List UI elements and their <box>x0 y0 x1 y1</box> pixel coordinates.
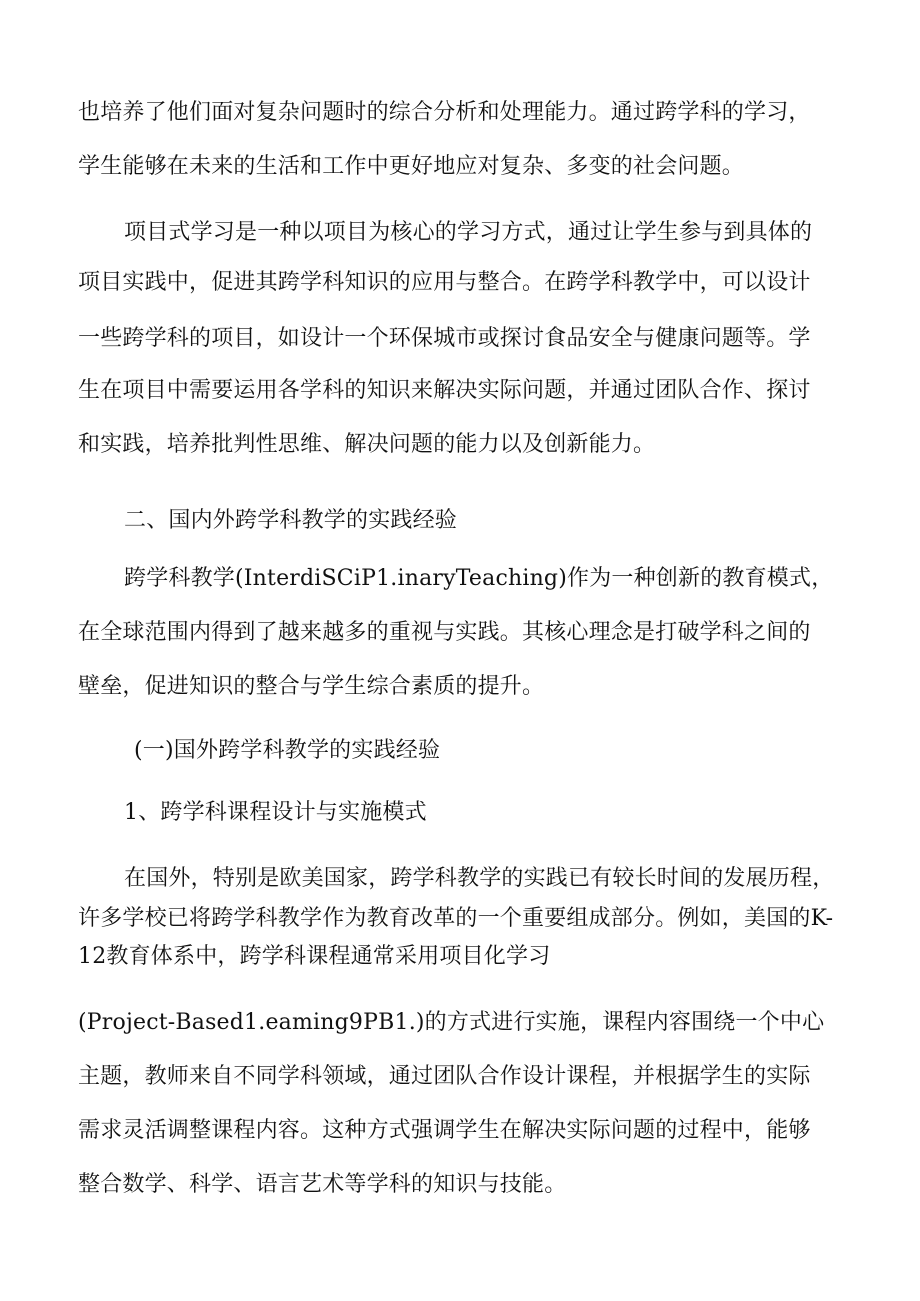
paragraph-line: 许多学校已将跨学科教学作为教育改革的一个重要组成部分。例如，美国的K- <box>78 906 834 931</box>
paragraph-line: 整合数学、科学、语言艺术等学科的知识与技能。 <box>78 1172 567 1197</box>
paragraph-line: 也培养了他们面对复杂问题时的综合分析和处理能力。通过跨学科的学习， <box>78 100 811 125</box>
paragraph-line: 跨学科教学(InterdiSCiP1.inaryTeaching)作为一种创新的教育模式， <box>124 566 834 591</box>
paragraph-line: 需求灵活调整课程内容。这种方式强调学生在解决实际问题的过程中，能够 <box>78 1118 811 1143</box>
section-heading: 二、国内外跨学科教学的实践经验 <box>124 508 458 533</box>
paragraph-line: 壁垒，促进知识的整合与学生综合素质的提升。 <box>78 674 545 699</box>
paragraph-line: 项目式学习是一种以项目为核心的学习方式，通过让学生参与到具体的 <box>124 220 813 245</box>
paragraph-line: 一些跨学科的项目，如设计一个环保城市或探讨食品安全与健康问题等。学 <box>78 326 811 351</box>
subsection-heading: (一)国外跨学科教学的实践经验 <box>134 738 441 763</box>
paragraph-line: 生在项目中需要运用各学科的知识来解决实际问题，并通过团队合作、探讨 <box>78 378 811 403</box>
paragraph-line: 项目实践中，促进其跨学科知识的应用与整合。在跨学科教学中，可以设计 <box>78 270 811 295</box>
paragraph-line: 12教育体系中，跨学科课程通常采用项目化学习 <box>78 944 551 969</box>
paragraph-line: 和实践，培养批判性思维、解决问题的能力以及创新能力。 <box>78 432 656 457</box>
paragraph-line: 在国外，特别是欧美国家，跨学科教学的实践已有较长时间的发展历程， <box>124 866 835 891</box>
paragraph-line: 在全球范围内得到了越来越多的重视与实践。其核心理念是打破学科之间的 <box>78 620 811 645</box>
paragraph-line: 学生能够在未来的生活和工作中更好地应对复杂、多变的社会问题。 <box>78 154 745 179</box>
paragraph-line: (Project-Based1.eaming9PB1.)的方式进行实施，课程内容围绕一个中心 <box>78 1010 825 1035</box>
paragraph-line: 主题，教师来自不同学科领域，通过团队合作设计课程，并根据学生的实际 <box>78 1064 811 1089</box>
subsection-heading: 1、跨学科课程设计与实施模式 <box>124 800 427 825</box>
